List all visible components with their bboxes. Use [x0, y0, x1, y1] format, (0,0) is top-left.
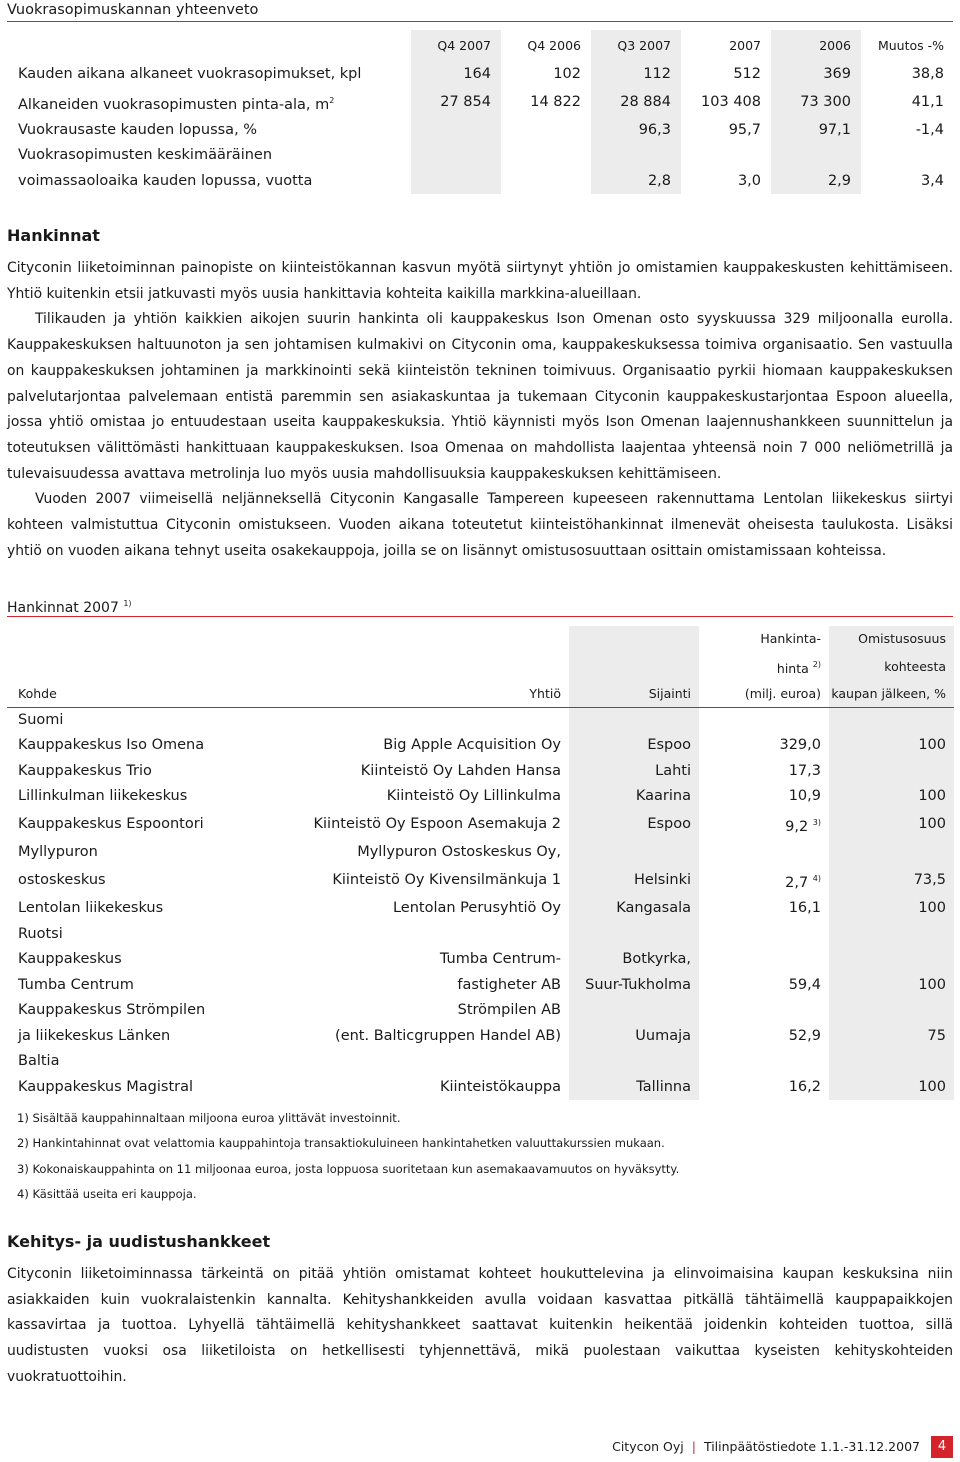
cell-yhtio: Strömpilen AB: [457, 1002, 561, 1018]
cell-omistus: 100: [829, 1075, 954, 1101]
cell-hinta: [699, 1024, 829, 1050]
cell: [411, 118, 501, 144]
table-row: [7, 759, 954, 785]
kehitys-body: [7, 1262, 953, 1391]
table-row: [7, 1049, 954, 1075]
col-header-text: hinta: [776, 660, 809, 676]
price-value: 16,2: [788, 1078, 821, 1095]
summary-title: Vuokrasopimuskannan yhteenveto: [7, 0, 953, 22]
cell-hinta: [699, 1075, 829, 1101]
cell-kohde: Kauppakeskus Strömpilen: [18, 1002, 206, 1018]
table-header-row: [7, 626, 954, 652]
col-header: Sijainti: [569, 681, 699, 707]
cell-kohde: ja liikekeskus Länken: [18, 1027, 171, 1044]
col-header: [699, 652, 829, 682]
row-label: Kauden aikana alkaneet vuokrasopimukset, kpl: [18, 66, 362, 82]
cell-hinta: [699, 947, 829, 973]
cell: [771, 143, 861, 169]
superscript: 1): [123, 599, 132, 608]
cell-hinta: [699, 840, 829, 866]
footnotes: [17, 1106, 679, 1207]
cell: 112: [591, 62, 681, 88]
cell-yhtio: fastigheter AB: [457, 976, 561, 993]
cell: 14 822: [530, 93, 581, 110]
cell-yhtio: Kiinteistö Oy Lahden Hansa: [360, 762, 561, 779]
cell-hinta: [699, 866, 829, 897]
cell-yhtio: Kiinteistö Oy Lillinkulma: [386, 788, 561, 804]
cell-hinta: [699, 1049, 829, 1075]
cell-yhtio: Big Apple Acquisition Oy: [383, 737, 561, 753]
cell-kohde: Suomi: [18, 711, 64, 728]
superscript: 2): [812, 659, 821, 669]
hankinnat-body: [7, 256, 953, 564]
cell-sijainti: [569, 707, 699, 733]
cell-sijainti: [569, 922, 699, 948]
cell-omistus: [829, 707, 954, 733]
cell-sijainti: Botkyrka,: [569, 947, 699, 973]
cell-hinta: [699, 733, 829, 759]
cell: 512: [733, 66, 761, 82]
cell: 41,1: [911, 93, 944, 110]
cell-sijainti: [569, 1049, 699, 1075]
table-row: [7, 169, 954, 195]
cell: 3,4: [920, 172, 944, 189]
cell-kohde: Kauppakeskus: [18, 951, 122, 967]
cell-sijainti: [569, 998, 699, 1024]
cell-omistus: [829, 840, 954, 866]
cell: 164: [411, 62, 501, 88]
cell-sijainti: Kaarina: [569, 784, 699, 810]
price-value: 52,9: [788, 1027, 821, 1044]
cell-sijainti: Uumaja: [569, 1024, 699, 1050]
cell-omistus: 100: [829, 896, 954, 922]
cell-yhtio: [301, 707, 569, 733]
acquisitions-table-body: [7, 707, 954, 1100]
acquisitions-title: [7, 594, 953, 617]
cell: 369: [771, 62, 861, 88]
table-row: [7, 810, 954, 841]
cell-kohde: ostoskeskus: [18, 872, 106, 888]
cell-sijainti: Lahti: [569, 759, 699, 785]
price-value: 329,0: [779, 737, 821, 753]
cell: [591, 143, 681, 169]
cell-omistus: [829, 922, 954, 948]
table-row: [7, 866, 954, 897]
cell-sijainti: Tallinna: [569, 1075, 699, 1101]
paragraph: Vuoden 2007 viimeisellä neljänneksellä Cityconin Kangasalle Tampereen kupeeseen rakennuttama Lentolan liikekeskus siirtyi kohteen valmistuttua Cityconin omistukseen. Vuoden aikana toteutetut kiinteistöhankinnat ilmenevät oheisesta taulukosta. Lisäksi yhtiö on vuoden aikana tehnyt useita osakekauppoja, joilla se on lisännyt omistusosuuttaan osittain omistamissaan kohteissa.: [7, 491, 953, 559]
cell-omistus: [829, 1049, 954, 1075]
cell-kohde: Kauppakeskus Iso Omena: [18, 737, 205, 753]
cell-hinta: [699, 922, 829, 948]
footer-document: Tilinpäätöstiedote 1.1.-31.12.2007: [703, 1439, 920, 1454]
footer-company: Citycon Oyj: [612, 1439, 684, 1454]
cell-kohde: Ruotsi: [18, 925, 63, 942]
cell-kohde: Kauppakeskus Trio: [18, 762, 152, 779]
cell-omistus: 73,5: [829, 866, 954, 897]
table-row: [7, 1024, 954, 1050]
cell-kohde: Baltia: [18, 1053, 60, 1069]
cell-hinta: [699, 810, 829, 841]
cell: [411, 143, 501, 169]
col-header: Muutos -%: [877, 38, 944, 53]
table-header-row: [7, 652, 954, 682]
cell-omistus: [829, 759, 954, 785]
cell-omistus: 75: [829, 1024, 954, 1050]
cell-omistus: 100: [829, 810, 954, 841]
cell-yhtio: [301, 1049, 569, 1075]
col-header: Hankinta-: [760, 631, 821, 646]
cell-yhtio: Kiinteistökauppa: [439, 1078, 561, 1095]
table-row: [7, 998, 954, 1024]
paragraph: Cityconin liiketoiminnassa tärkeintä on pitää yhtiön omistamat kohteet houkuttelevina ja elinvoimaisina kaupan keskuksina niin asiakkaiden kuin vuokralaistenkin kannalta. Kehityshankkeiden avulla voidaan kasvattaa pitkällä tähtäimellä kauppapaikkojen kassavirtaa ja tuottoa. Lyhyellä tähtäimellä kehityshankkeet saattavat kuitenkin heikentää joidenkin kohteiden tuottoa, sillä uudistusten vuoksi osa liiketiloista on hetkellisesti tyhjennettävä, mikä puolestaan vaikuttaa kyseisten kehityskohteiden vuokratuottoihin.: [7, 1266, 953, 1385]
cell-hinta: [699, 896, 829, 922]
hankinnat-heading: Hankinnat: [7, 226, 100, 245]
cell-hinta: [699, 707, 829, 733]
cell-hinta: [699, 998, 829, 1024]
paragraph: Tilikauden ja yhtiön kaikkien aikojen suurin hankinta oli kauppakeskus Ison Omenan osto syyskuussa 329 miljoonalla eurolla. Kauppakeskuksen haltuunoton ja sen johtamisen kulmakivi on Cityconin oma, kauppakeskuksessa toimiva organisaatio. Sen vastuulla on kauppakeskuksen johtaminen ja markkinointi sekä kiinteistön tekninen toimivuus. Organisaatio pyrkii hiomaan kauppakeskuksen palvelutarjontaa palvelemaan entistä paremmin sen asiakaskuntaa ja tukemaan Cityconin kauppakeskustarjontaa Espoon alueella, jossa yhtiö omistaa jo entuudestaan useita kauppakeskuksia. Yhtiö käynnisti myös Ison Omenan laajennushankkeen suunnittelun ja toteutuksen välittömästi hankittuaan kauppakeskuksen. Isoa Omenaa on mahdollista laajentaa yhteensä noin 7 000 neliömetrillä ja tulevaisuudessa avattava metrolinja luo myös uusia mahdollisuuksia kauppakeskuksen kehittämiseen.: [7, 311, 953, 482]
col-header: Omistusosuus: [829, 626, 954, 652]
superscript: 2: [329, 95, 335, 105]
cell-hinta: [699, 973, 829, 999]
cell: 73 300: [771, 88, 861, 118]
cell: [501, 169, 591, 195]
page-footer: [612, 1438, 920, 1456]
col-header: Q4 2006: [527, 38, 581, 53]
col-header: kaupan jälkeen, %: [829, 681, 954, 707]
cell-omistus: [829, 947, 954, 973]
price-value: 16,1: [788, 900, 821, 916]
price-value: 9,2: [785, 818, 809, 835]
cell: 38,8: [911, 66, 944, 82]
col-header: (milj. euroa): [699, 681, 829, 707]
cell-hinta: [699, 784, 829, 810]
cell: -1,4: [915, 121, 944, 138]
row-label: voimassaoloaika kauden lopussa, vuotta: [18, 172, 313, 189]
cell: 97,1: [771, 118, 861, 144]
paragraph: Cityconin liiketoiminnan painopiste on kiinteistökannan kasvun myötä siirtynyt yhtiön jo omistamien kauppakeskusten kehittämiseen. Yhtiö kuitenkin etsii jatkuvasti myös uusia hankittavia kohteita kaikilla markkina-alueillaan.: [7, 260, 953, 302]
price-value: 59,4: [788, 976, 821, 993]
cell: 2,8: [591, 169, 681, 195]
col-header: kohteesta: [829, 652, 954, 682]
cell-omistus: [829, 998, 954, 1024]
cell: [411, 169, 501, 195]
kehitys-heading: Kehitys- ja uudistushankkeet: [7, 1232, 271, 1251]
footer-separator: |: [691, 1439, 696, 1454]
table-row: [7, 922, 954, 948]
row-label: Vuokrausaste kauden lopussa, %: [18, 121, 258, 138]
cell-hinta: [699, 759, 829, 785]
cell: 2,9: [771, 169, 861, 195]
cell-kohde: Kauppakeskus Magistral: [18, 1078, 194, 1095]
footnote: 1) Sisältää kauppahinnaltaan miljoona euroa ylittävät investoinnit.: [17, 1111, 401, 1125]
cell-omistus: 100: [829, 973, 954, 999]
lease-summary-table: [7, 30, 954, 194]
cell: 96,3: [591, 118, 681, 144]
table-header-row: [7, 30, 954, 62]
row-label: Vuokrasopimusten keskimääräinen: [18, 147, 273, 164]
page-number: 4: [931, 1436, 953, 1458]
cell-sijainti: [569, 840, 699, 866]
cell-sijainti: Suur-Tukholma: [569, 973, 699, 999]
table-row: [7, 947, 954, 973]
footnote: 3) Kokonaiskauppahinta on 11 miljoonaa euroa, josta loppuosa suoritetaan kun asemakaavamuutos on hyväksytty.: [17, 1161, 680, 1176]
row-label: [7, 88, 411, 118]
superscript: 4): [812, 873, 821, 883]
table-row: [7, 62, 954, 88]
cell-yhtio: [301, 922, 569, 948]
cell: [501, 143, 591, 169]
cell: [501, 118, 591, 144]
cell: 102: [553, 66, 581, 82]
table-row: [7, 896, 954, 922]
cell-yhtio: Tumba Centrum-: [439, 951, 561, 967]
cell: 103 408: [701, 93, 761, 110]
cell-yhtio: Lentolan Perusyhtiö Oy: [392, 900, 561, 916]
cell-yhtio: (ent. Balticgruppen Handel AB): [335, 1027, 561, 1044]
footnote: 2) Hankintahinnat ovat velattomia kauppahintoja transaktiokuluineen hankintahetken valuuttakurssien mukaan.: [17, 1136, 665, 1151]
cell-yhtio: Myllypuron Ostoskeskus Oy,: [357, 844, 561, 860]
cell-omistus: 100: [829, 733, 954, 759]
table-header-row: [7, 681, 954, 707]
table-row: [7, 88, 954, 118]
cell-kohde: Lillinkulman liikekeskus: [18, 788, 188, 804]
cell-yhtio: Kiinteistö Oy Kivensilmänkuja 1: [332, 872, 561, 888]
table-row: [7, 143, 954, 169]
cell-kohde: Kauppakeskus Espoontori: [18, 816, 204, 832]
footnote: 4) Käsittää useita eri kauppoja.: [17, 1186, 197, 1201]
cell-omistus: 100: [829, 784, 954, 810]
superscript: 3): [812, 817, 821, 827]
col-header: Kohde: [7, 681, 301, 707]
col-header: 2006: [771, 30, 861, 62]
table-row: [7, 707, 954, 733]
cell: 27 854: [411, 88, 501, 118]
table-row: [7, 784, 954, 810]
cell: 28 884: [591, 88, 681, 118]
table-row: [7, 733, 954, 759]
cell-sijainti: Kangasala: [569, 896, 699, 922]
col-header: Q4 2007: [411, 30, 501, 62]
col-header: Q3 2007: [591, 30, 681, 62]
table-row: [7, 118, 954, 144]
cell-kohde: Lentolan liikekeskus: [18, 900, 164, 916]
cell-kohde: Myllypuron: [18, 844, 98, 860]
cell-kohde: Tumba Centrum: [18, 976, 134, 993]
cell-sijainti: Espoo: [569, 810, 699, 841]
cell: 3,0: [737, 172, 761, 189]
cell-sijainti: Helsinki: [569, 866, 699, 897]
col-header: Yhtiö: [301, 681, 569, 707]
price-value: 10,9: [788, 788, 821, 804]
acquisitions-table: [7, 626, 954, 1100]
price-value: 17,3: [788, 762, 821, 779]
row-label-text: Alkaneiden vuokrasopimusten pinta-ala, m: [18, 96, 330, 113]
table-row: [7, 840, 954, 866]
table-row: [7, 973, 954, 999]
cell: [861, 143, 954, 169]
table-row: [7, 1075, 954, 1101]
cell: 95,7: [728, 121, 761, 138]
cell-yhtio: Kiinteistö Oy Espoon Asemakuja 2: [313, 816, 561, 832]
cell: [681, 143, 771, 169]
price-value: 2,7: [785, 874, 809, 891]
col-header: 2007: [729, 38, 761, 53]
cell-sijainti: Espoo: [569, 733, 699, 759]
acquisitions-title-text: Hankinnat 2007: [7, 600, 119, 616]
